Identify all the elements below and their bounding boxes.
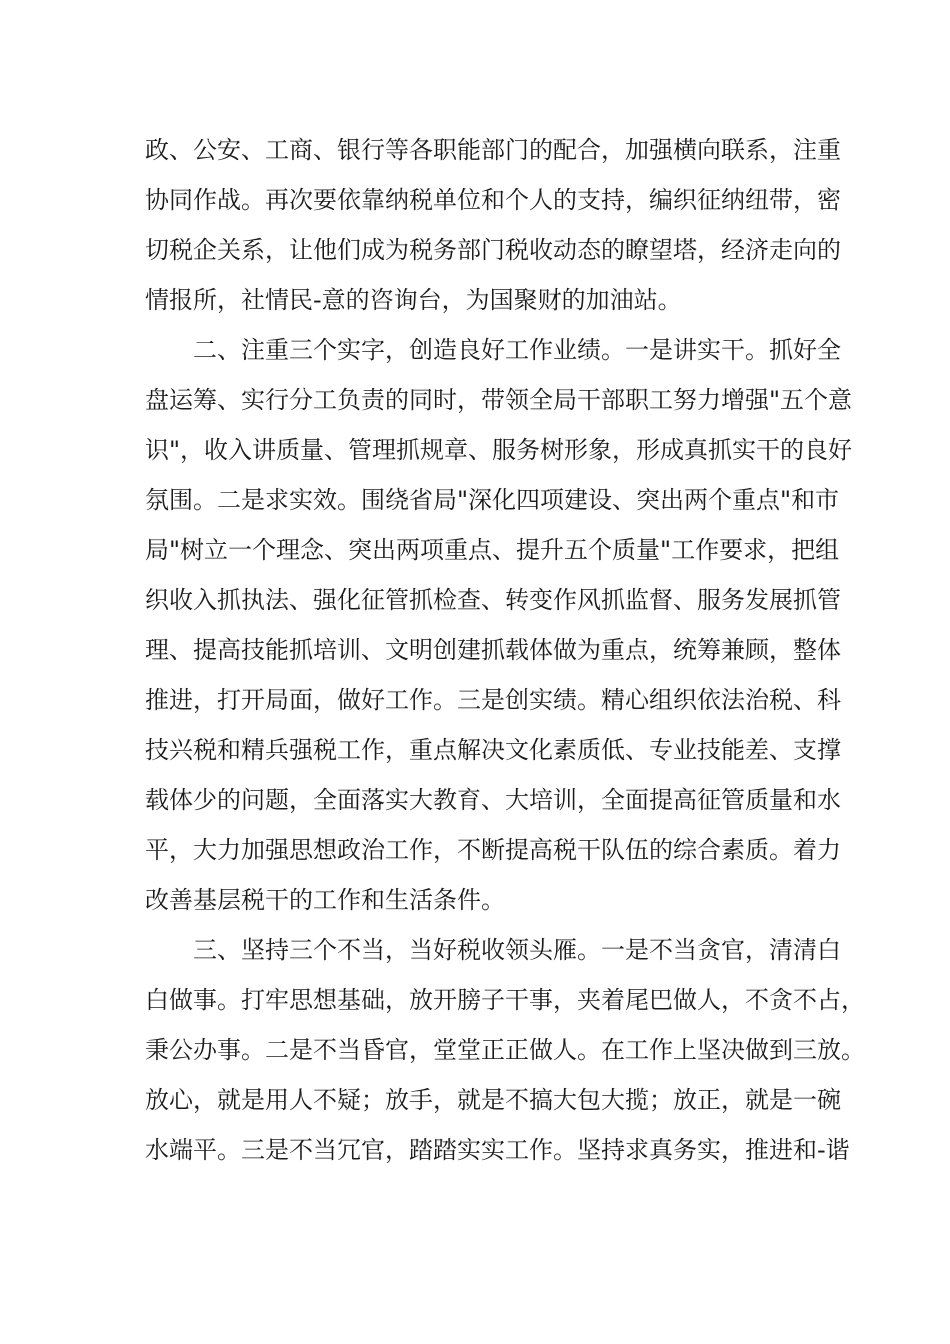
text-line: 情报所，社情民-意的咨询台，为国聚财的加油站。 <box>145 286 682 314</box>
text-line: 技兴税和精兵强税工作，重点解决文化素质低、专业技能差、支撑 <box>145 736 841 764</box>
text-line: 理、提高技能抓培训、文明创建抓载体做为重点，统筹兼顾，整体 <box>145 636 841 664</box>
text-line: 推进，打开局面，做好工作。三是创实绩。精心组织依法治税、科 <box>145 686 841 714</box>
text-line: 协同作战。再次要依靠纳税单位和个人的支持，编织征纳纽带，密 <box>145 186 841 214</box>
text-line: 织收入抓执法、强化征管抓检查、转变作风抓监督、服务发展抓管 <box>145 586 841 614</box>
text-line: 盘运筹、实行分工负责的同时，带领全局干部职工努力增强"五个意 <box>145 386 853 414</box>
text-line: 政、公安、工商、银行等各职能部门的配合，加强横向联系，注重 <box>145 136 841 164</box>
paragraph-heading-line: 二、注重三个实字，创造良好工作业绩。一是讲实干。抓好全 <box>193 336 841 364</box>
text-line: 白做事。打牢思想基础，放开膀子干事，夹着尾巴做人，不贪不占， <box>145 986 865 1014</box>
text-line: 改善基层税干的工作和生活条件。 <box>145 886 505 914</box>
text-line: 切税企关系，让他们成为税务部门税收动态的瞭望塔，经济走向的 <box>145 236 841 264</box>
text-line: 平，大力加强思想政治工作，不断提高税干队伍的综合素质。着力 <box>145 836 841 864</box>
text-line: 载体少的问题，全面落实大教育、大培训，全面提高征管质量和水 <box>145 786 841 814</box>
text-line: 水端平。三是不当冗官，踏踏实实工作。坚持求真务实，推进和-谐 <box>145 1136 850 1164</box>
text-line: 局"树立一个理念、突出两项重点、提升五个质量"工作要求，把组 <box>145 536 840 564</box>
paragraph-heading-line: 三、坚持三个不当，当好税收领头雁。一是不当贪官，清清白 <box>193 936 841 964</box>
text-line: 秉公办事。二是不当昏官，堂堂正正做人。在工作上坚决做到三放。 <box>145 1036 865 1064</box>
text-line: 放心，就是用人不疑；放手，就是不搞大包大揽；放正，就是一碗 <box>145 1086 841 1114</box>
text-line: 氛围。二是求实效。围绕省局"深化四项建设、突出两个重点"和市 <box>145 486 840 514</box>
text-line: 识"，收入讲质量、管理抓规章、服务树形象，形成真抓实干的良好 <box>145 436 853 464</box>
